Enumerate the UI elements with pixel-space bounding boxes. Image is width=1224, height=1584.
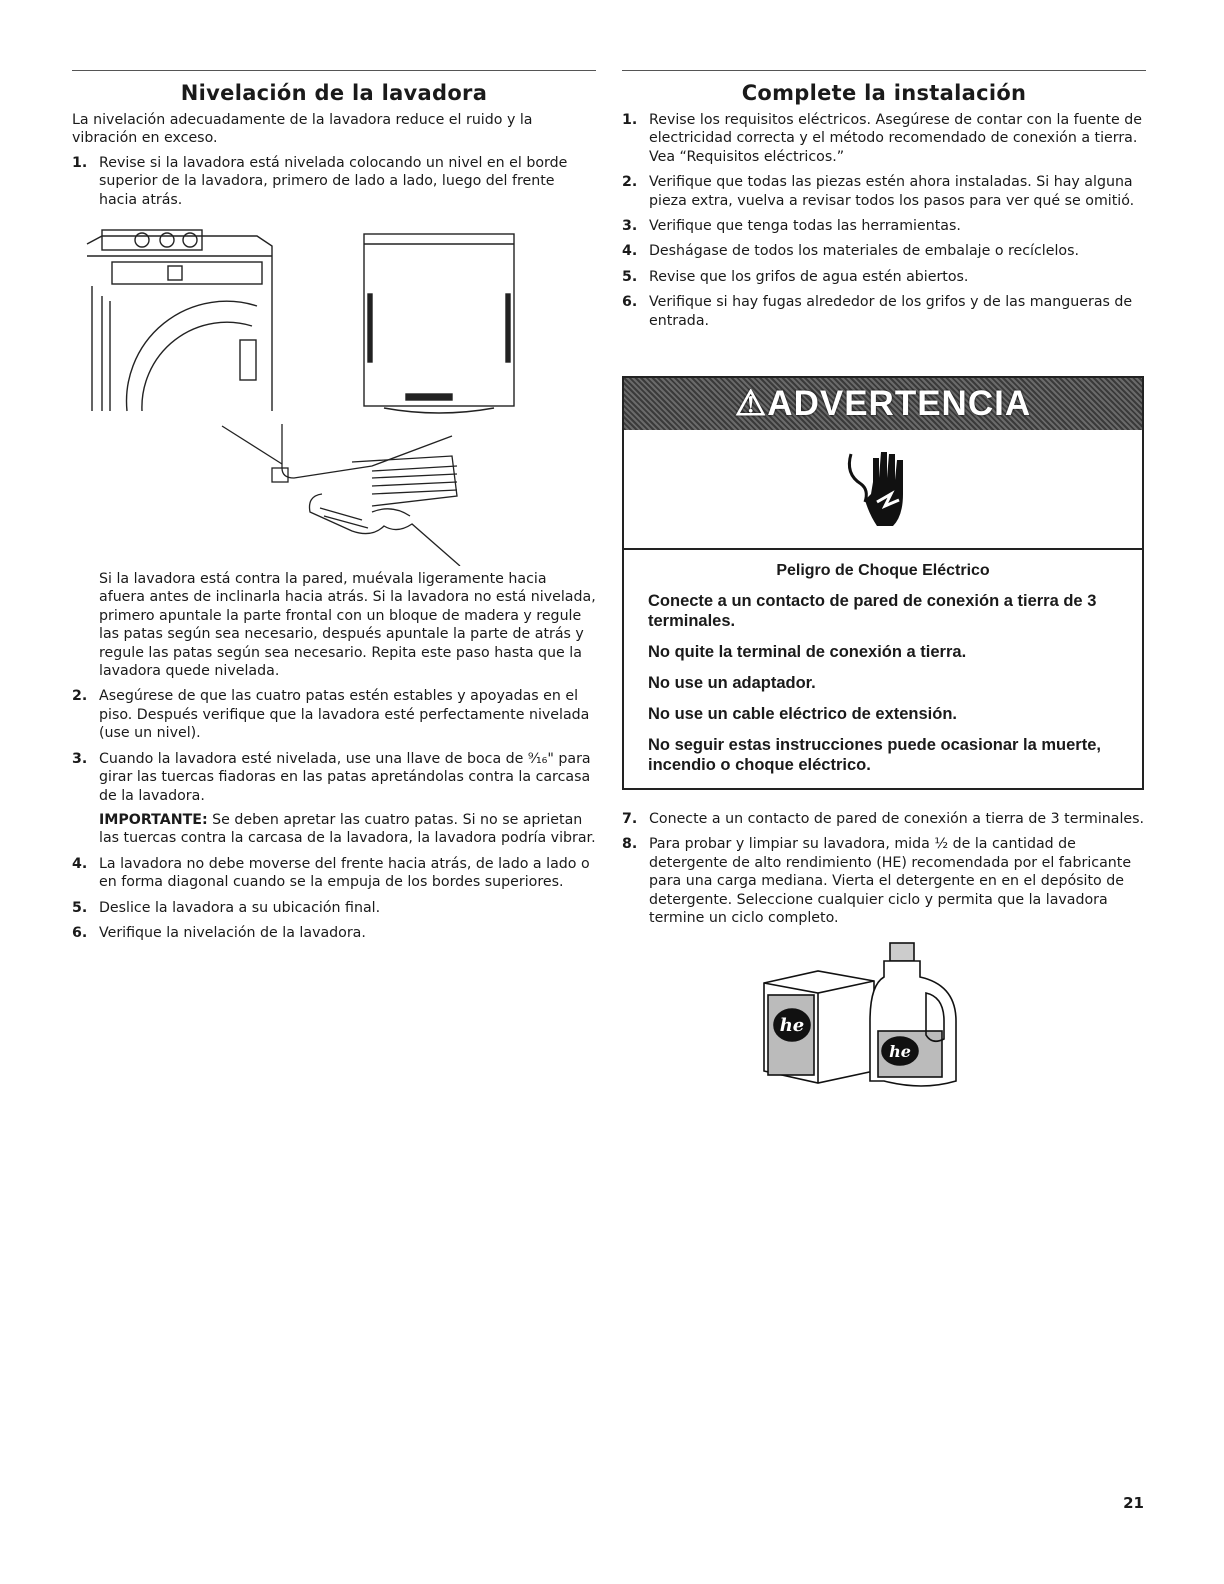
complete-installation-section — [622, 70, 1146, 337]
bottle-he-logo: he — [889, 1042, 911, 1062]
list-item: 6. Verifique si hay fugas alrededor de los grifos y de las mangueras de entrada. — [622, 294, 1133, 329]
warning-line: No use un cable eléctrico de extensión. — [648, 705, 958, 723]
leveling-intro: La nivelación adecuadamente de la lavadora reduce el ruido y la vibración en exceso. — [72, 112, 533, 147]
list-item: 1. Revise si la lavadora está nivelada colocando un nivel en el borde superior de la lavadora, primero de lado a lado, luego del frente hacia atrás. — [72, 154, 568, 208]
list-item: 6. Verifique la nivelación de la lavadora. — [72, 924, 366, 941]
step1-continuation: Si la lavadora está contra la pared, muévala ligeramente hacia afuera antes de inclinarla hacia atrás. Si la lavadora no está nivelada, primero apuntale la parte frontal con un bloque de madera y regule las patas según sea necesario, después apuntale la parte de atrás y regule las patas según sea necesario. Repita este paso hasta que la lavadora quede nivelada. — [99, 571, 596, 680]
complete-title: Complete la instalación — [741, 81, 1027, 105]
warning-hazard: Peligro de Choque Eléctrico — [776, 562, 990, 579]
section-divider — [622, 70, 1146, 71]
warning-triangle-icon: ⚠ — [734, 384, 768, 423]
warning-line: Conecte a un contacto de pared de conexión a tierra de 3 terminales. — [648, 592, 1097, 630]
warning-title: ⚠ADVERTENCIA — [734, 384, 1032, 423]
warning-box — [622, 376, 1144, 790]
leveling-section — [72, 70, 596, 949]
list-item: 2. Verifique que todas las piezas estén ahora instaladas. Si hay alguna pieza extra, vuelva a revisar todos los pasos para ver qué se omitió. — [622, 174, 1135, 209]
list-item: 5. Revise que los grifos de agua estén abiertos. — [622, 268, 969, 285]
he-detergent-illustration — [622, 941, 1146, 1091]
electric-shock-hand-icon — [843, 444, 923, 534]
list-item: 2. Asegúrese de que las cuatro patas estén estables y apoyadas en el piso. Después verifique que la lavadora esté perfectamente nivelada (use un nivel). — [72, 688, 590, 742]
list-item: 5. Deslice la lavadora a su ubicación final. — [72, 899, 381, 916]
list-item: 3. Cuando la lavadora esté nivelada, use una llave de boca de ⁹⁄₁₆" para girar las tuercas fiadoras en las patas apretándolas contra la carcasa de la lavadora. IMPORTANTE: Se deben apretar las cuatro patas. Si no se aprietan las tuercas contra la carcasa de la lavadora, la lavadora podría vibrar. — [72, 750, 596, 847]
list-item: 8. Para probar y limpiar su lavadora, mida ½ de la cantidad de detergente de alto rendimiento (HE) recomendada por el fabricante para una carga mediana. Vierta el detergente en en el depósito de detergente. Seleccione cualquier ciclo y permita que la lavadora termine un ciclo completo. — [622, 836, 1132, 927]
box-he-logo: he — [779, 1015, 805, 1037]
page-number: 21 — [1123, 1494, 1144, 1512]
warning-line: No seguir estas instrucciones puede ocasionar la muerte, incendio o choque eléctrico. — [648, 736, 1101, 774]
list-item: 4. La lavadora no debe moverse del frente hacia atrás, de lado a lado o en forma diagonal cuando se la empuja de los bordes superiores. — [72, 855, 590, 891]
leveling-steps — [72, 154, 596, 209]
complete-steps-continued — [622, 810, 1146, 1091]
section-divider — [72, 70, 596, 71]
list-item: 3. Verifique que tenga todas las herramientas. — [622, 218, 961, 235]
washer-level-illustration — [72, 216, 596, 416]
leveling-steps-continued — [72, 687, 596, 942]
list-item: 1. Revise los requisitos eléctricos. Asegúrese de contar con la fuente de electricidad correcta y el método recomendado de conexión a tierra. Vea “Requisitos eléctricos.” — [622, 112, 1142, 165]
warning-line: No use un adaptador. — [648, 674, 816, 692]
warning-header — [624, 378, 1142, 430]
important-note: IMPORTANTE: Se deben apretar las cuatro patas. Si no se aprietan las tuercas contra la carcasa de la lavadora, la lavadora podría vibrar. — [99, 811, 596, 847]
wrench-foot-illustration — [72, 416, 596, 566]
list-item: 7. Conecte a un contacto de pared de conexión a tierra de 3 terminales. — [622, 811, 1145, 827]
leveling-title: Nivelación de la lavadora — [180, 81, 488, 105]
complete-steps — [622, 111, 1146, 330]
warning-body — [624, 550, 1142, 775]
list-item: 4. Deshágase de todos los materiales de embalaje o recíclelos. — [622, 243, 1079, 260]
warning-line: No quite la terminal de conexión a tierra. — [648, 643, 967, 661]
